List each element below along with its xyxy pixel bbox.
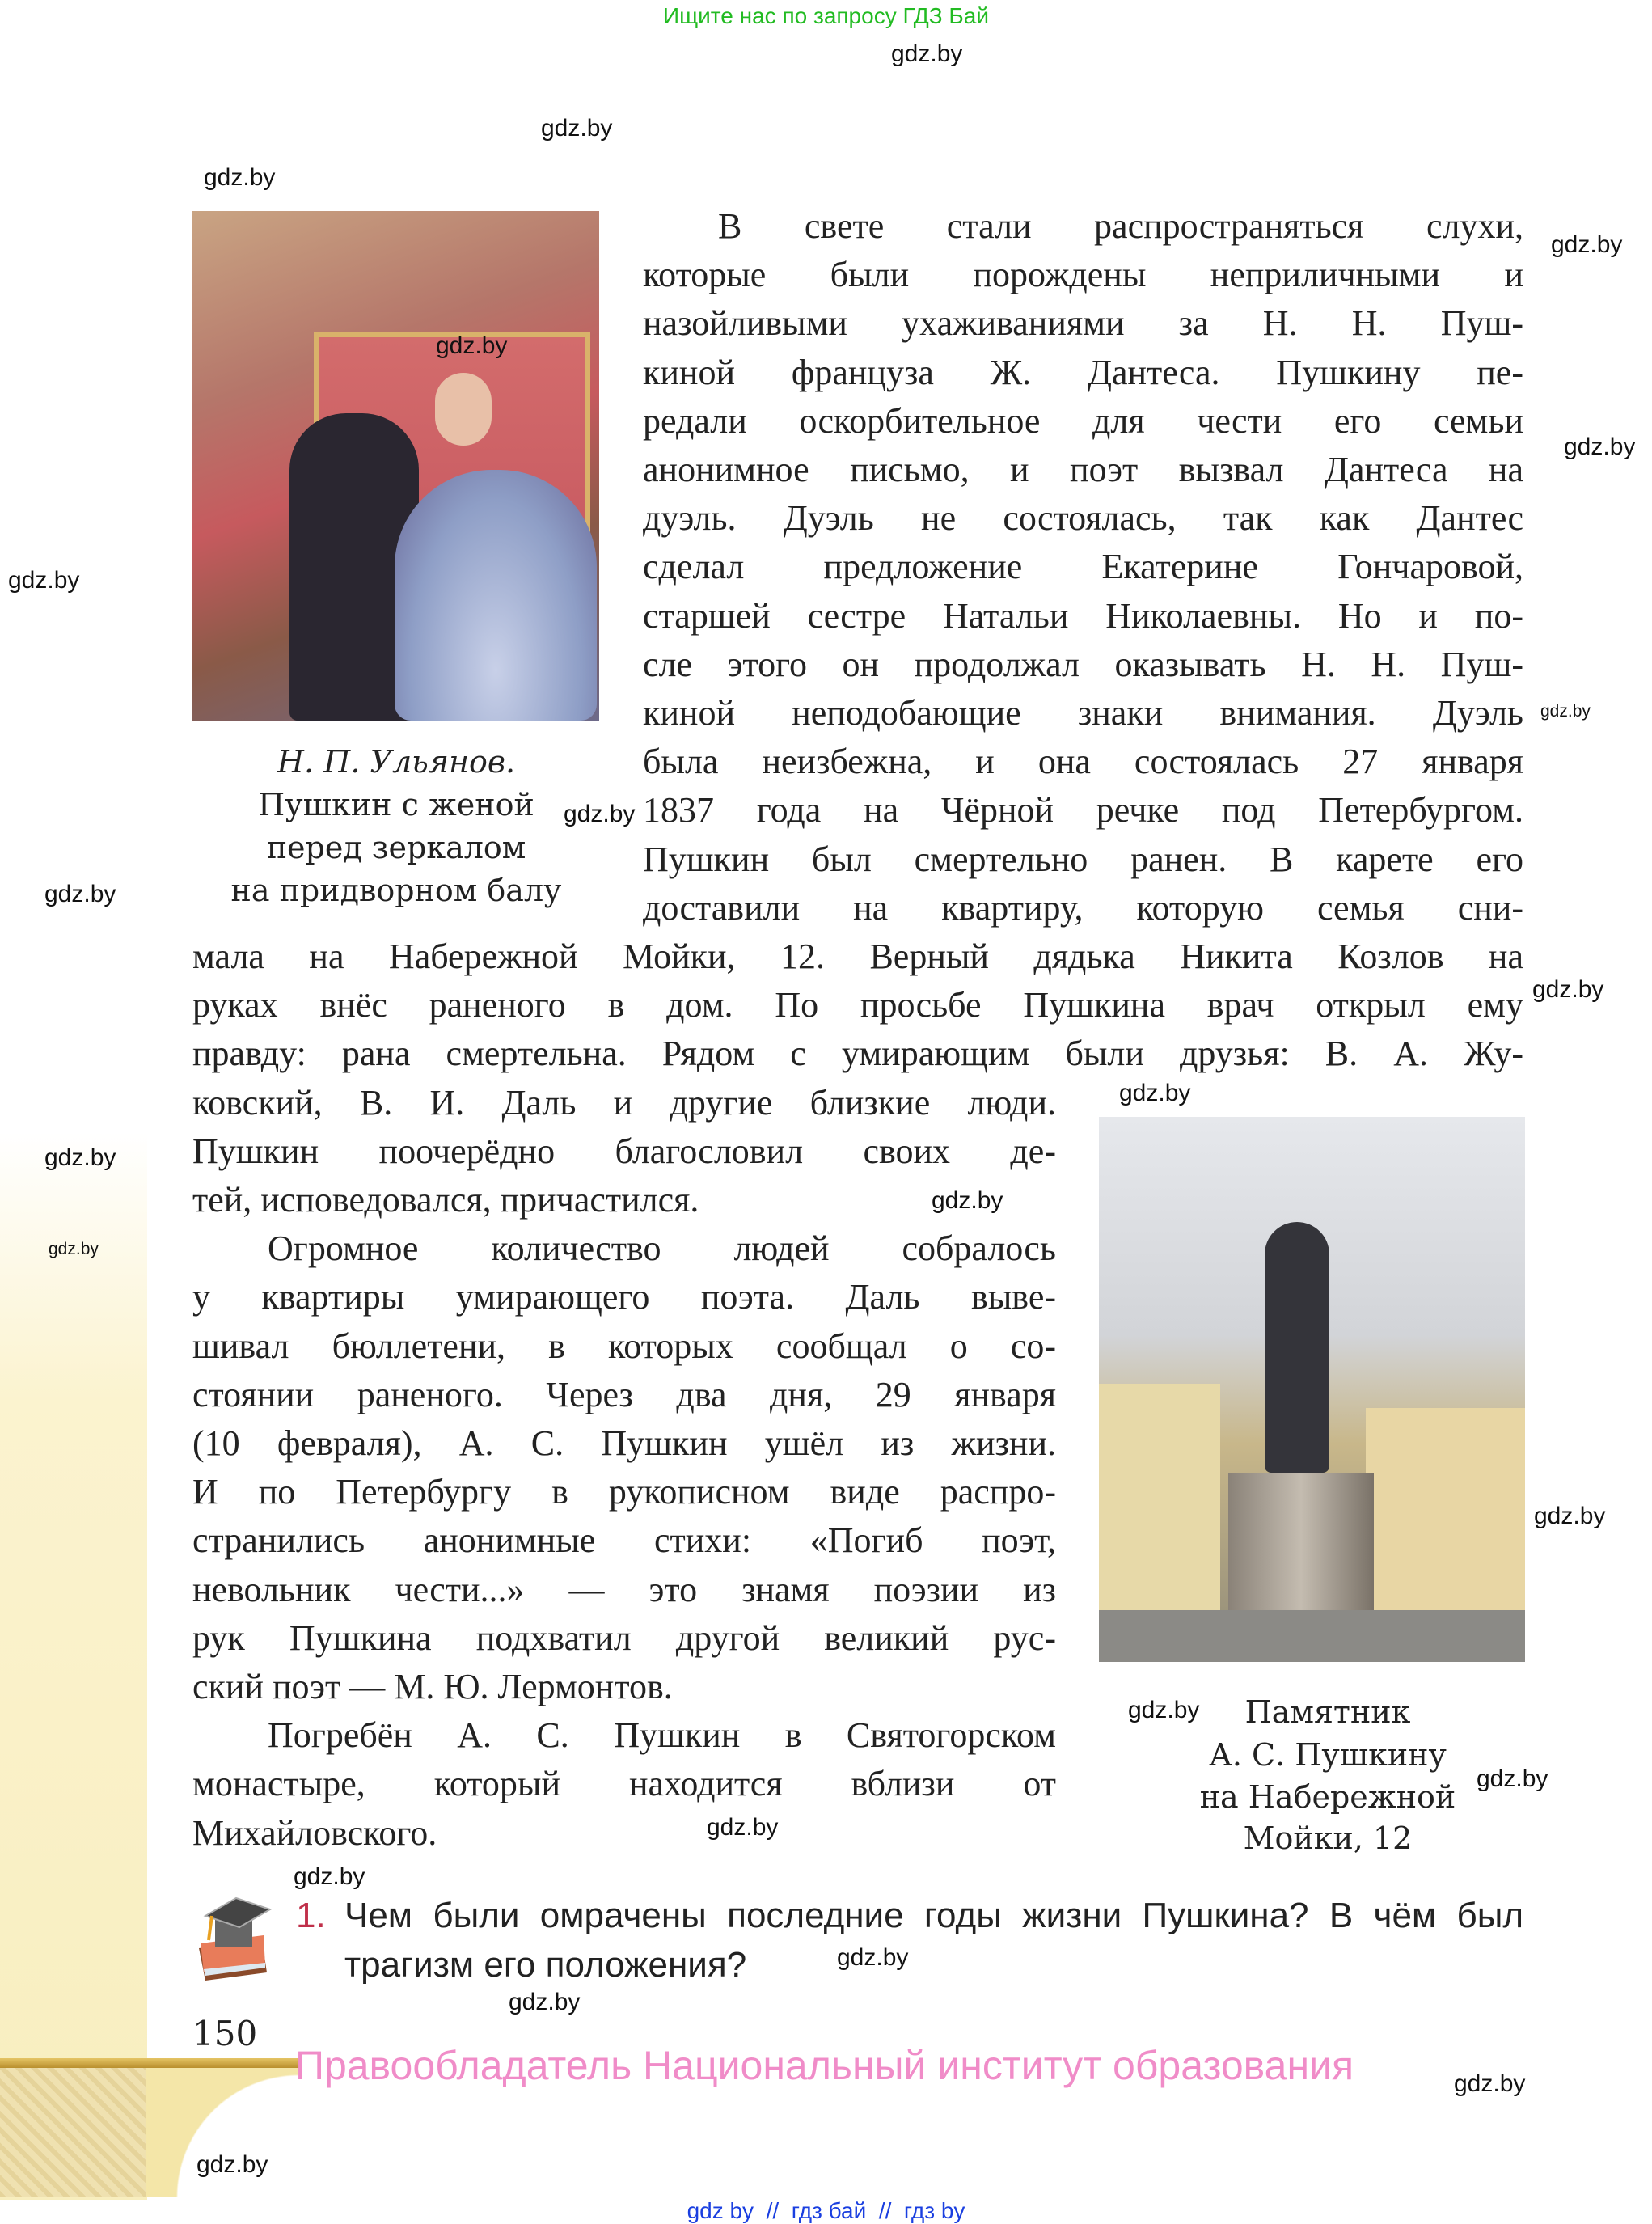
watermark-text[interactable]: gdz.by <box>196 2151 268 2178</box>
painting-caption-line: на придворном балу <box>230 873 562 908</box>
painting-caption-line: Пушкин с женой <box>258 787 534 822</box>
text-line: редали оскорбительное для чести его семьи <box>643 400 1523 441</box>
text-line: мала на Набережной Мойки, 12. Верный дядька Никита Козлов на <box>192 937 1523 976</box>
painting-figure-wife <box>395 470 597 721</box>
painting-image <box>192 211 599 721</box>
text-line: руках внёс раненого в дом. По просьбе Пушкина врач открыл ему <box>192 985 1523 1025</box>
watermark-text[interactable]: gdz.by <box>8 567 80 594</box>
text-line: В свете стали распространяться слухи, <box>718 206 1523 246</box>
text-line: у квартиры умирающего поэта. Даль выве- <box>192 1277 1056 1317</box>
decorative-gold-bar <box>0 2058 299 2068</box>
photo-statue-figure <box>1265 1222 1329 1473</box>
watermark-text[interactable]: gdz.by <box>1477 1765 1548 1792</box>
watermark-text[interactable]: gdz.by <box>49 1240 99 1258</box>
text-line: старшей сестре Натальи Николаевны. Но и по- <box>643 595 1523 636</box>
text-line: доставили на квартиру, которую семья сни- <box>643 887 1523 928</box>
text-line: которые были порождены неприличными и <box>643 255 1523 295</box>
text-line: сделал предложение Екатерине Гончаровой, <box>643 547 1523 587</box>
question-text-line2: трагизм его положения? <box>344 1945 747 1985</box>
promo-text[interactable]: Ищите нас по запросу ГДЗ Бай <box>662 3 990 28</box>
text-line: Михайловского. <box>192 1812 437 1853</box>
text-line: назойливыми ухаживаниями за Н. Н. Пуш- <box>643 303 1523 344</box>
watermark-text[interactable]: gdz.by <box>1128 1697 1200 1723</box>
photo-building-right <box>1366 1408 1525 1610</box>
statue-caption-line: Памятник <box>1244 1694 1411 1730</box>
watermark-text[interactable]: gdz.by <box>707 1814 779 1841</box>
statue-caption-line: на Набережной <box>1199 1779 1456 1815</box>
text-line: странились анонимные стихи: «Погиб поэт, <box>192 1520 1056 1561</box>
statue-caption-line: Мойки, 12 <box>1243 1820 1413 1856</box>
text-line: правду: рана смертельна. Рядом с умирающим были друзья: В. А. Жу- <box>192 1034 1523 1074</box>
watermark-text[interactable]: gdz.by <box>204 164 276 191</box>
question-number: 1. <box>296 1896 326 1935</box>
text-line: тей, исповедовался, причастился. <box>192 1180 699 1220</box>
graduation-cap-book-icon <box>189 1892 281 1982</box>
text-line: невольник чести...» — это знамя поэзии из <box>192 1569 1056 1609</box>
watermark-text[interactable]: gdz.by <box>509 1989 581 2015</box>
watermark-text[interactable]: gdz.by <box>837 1944 909 1971</box>
watermark-text[interactable]: gdz.by <box>1119 1080 1191 1106</box>
question-text-line1: Чем были омрачены последние годы жизни Пушкина? В чём был <box>344 1896 1523 1935</box>
text-line: Пушкин поочерёдно благословил своих де- <box>192 1131 1056 1171</box>
text-line: Погребён А. С. Пушкин в Святогорском <box>268 1715 1056 1756</box>
watermark-text[interactable]: gdz.by <box>436 332 508 359</box>
text-line: монастыре, который находится вблизи от <box>192 1764 1056 1804</box>
watermark-text[interactable]: gdz.by <box>1534 1503 1606 1529</box>
watermark-text[interactable]: gdz.by <box>294 1863 365 1890</box>
painting-caption-author: Н. П. Ульянов. <box>277 744 516 780</box>
text-line: была неизбежна, и она состоялась 27 января <box>643 742 1523 782</box>
text-line: анонимное письмо, и поэт вызвал Дантеса на <box>643 450 1523 489</box>
watermark-text[interactable]: gdz.by <box>1532 976 1604 1003</box>
painting-caption-line: перед зеркалом <box>266 830 526 865</box>
text-line: ский поэт — М. Ю. Лермонтов. <box>192 1667 673 1706</box>
watermark-text[interactable]: gdz.by <box>1454 2070 1526 2097</box>
text-line: сле этого он продолжал оказывать Н. Н. Пуш- <box>643 644 1523 684</box>
text-line: (10 февраля), А. С. Пушкин ушёл из жизни. <box>192 1423 1056 1463</box>
decorative-texture <box>0 2068 146 2197</box>
text-line: киной неподобающие знаки внимания. Дуэль <box>643 693 1523 733</box>
painting-face <box>435 373 492 446</box>
watermark-text[interactable]: gdz.by <box>1540 702 1591 721</box>
watermark-text[interactable]: gdz.by <box>1551 231 1623 258</box>
watermark-text[interactable]: gdz.by <box>932 1187 1003 1214</box>
watermark-text[interactable]: gdz.by <box>564 801 636 827</box>
watermark-text[interactable]: gdz.by <box>541 115 613 142</box>
photo-ground <box>1099 1610 1525 1662</box>
text-line: рук Пушкина подхватил другой великий рус- <box>192 1617 1056 1658</box>
statue-photo <box>1099 1117 1525 1662</box>
page-number: 150 <box>192 2014 258 2053</box>
text-line: стоянии раненого. Через два дня, 29 января <box>192 1374 1056 1414</box>
text-line: шивал бюллетени, в которых сообщал о со- <box>192 1326 1056 1366</box>
watermark-text[interactable]: gdz.by <box>1564 433 1636 460</box>
text-line: 1837 года на Чёрной речке под Петербургом. <box>643 790 1523 831</box>
photo-building-left <box>1099 1384 1220 1610</box>
text-line: Пушкин был смертельно ранен. В карете его <box>643 839 1523 879</box>
statue-caption-line: А. С. Пушкину <box>1209 1737 1447 1773</box>
text-line: дуэль. Дуэль не состоялась, так как Дантес <box>643 498 1523 539</box>
text-line: ковский, В. И. Даль и другие близкие люди. <box>192 1082 1056 1123</box>
decorative-strip <box>0 1132 147 2200</box>
text-line: Огромное количество людей собралось <box>268 1228 1056 1269</box>
text-line: И по Петербургу в рукописном виде распро- <box>192 1472 1056 1512</box>
text-line: киной француза Ж. Дантеса. Пушкину пе- <box>643 352 1523 392</box>
footer-links[interactable]: gdz by // гдз бай // гдз by <box>687 2198 965 2223</box>
watermark-text[interactable]: gdz.by <box>44 881 116 907</box>
watermark-text[interactable]: gdz.by <box>891 40 963 67</box>
copyright-notice: Правообладатель Национальный институт образования <box>295 2043 1354 2088</box>
watermark-text[interactable]: gdz.by <box>44 1144 116 1171</box>
